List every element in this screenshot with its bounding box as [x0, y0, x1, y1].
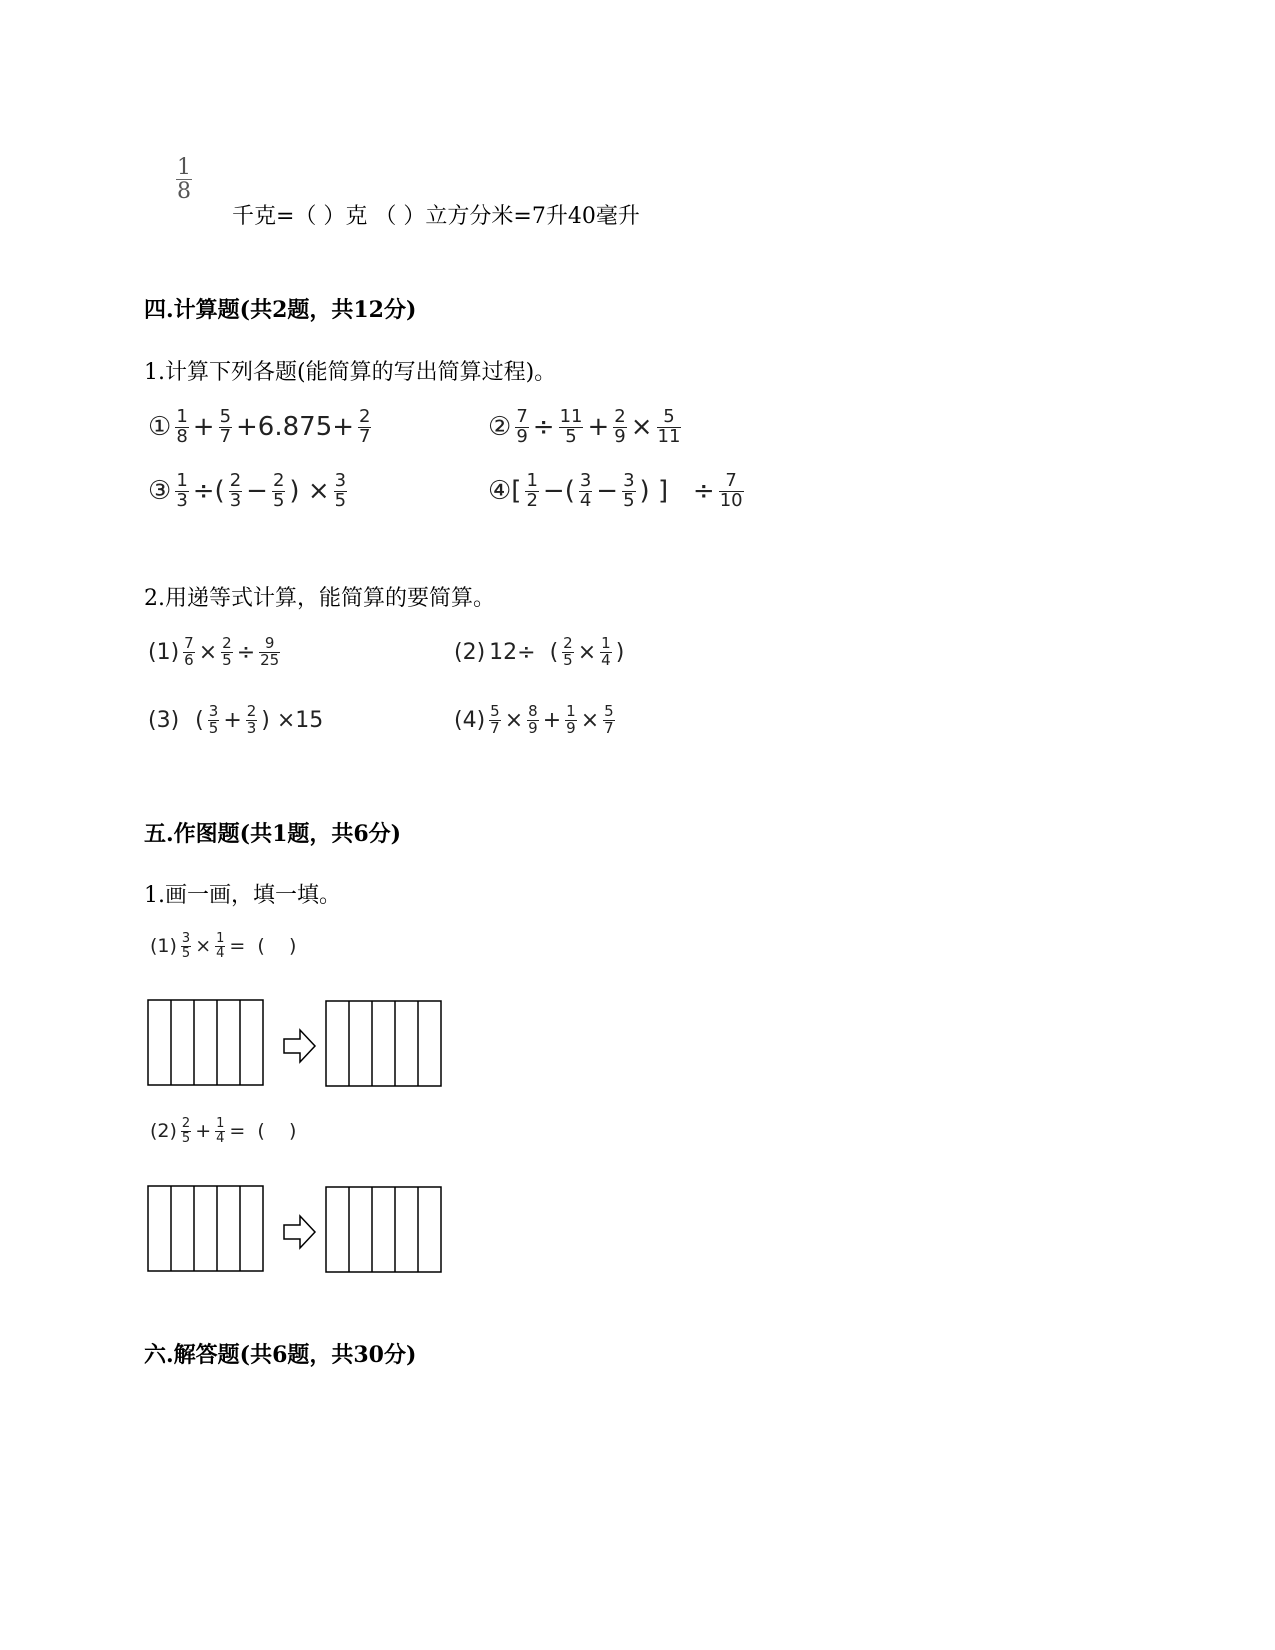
frac-num: 2 [246, 702, 257, 720]
frac-num: 3 [579, 470, 592, 491]
frac-den: 2 [526, 489, 538, 511]
frac-num: 1 [176, 406, 188, 427]
operator: × [198, 639, 218, 665]
step-expression-3 [146, 704, 325, 737]
grid-left-1 [148, 1000, 263, 1085]
operator: + [542, 707, 562, 733]
frac-den: 9 [614, 425, 626, 447]
fraction-denominator: 8 [177, 179, 191, 205]
expr-label: ④[ [488, 476, 522, 507]
step-expression-1 [146, 636, 282, 669]
expr-label: (2) [150, 1120, 177, 1143]
expr-label: (4) [454, 707, 486, 733]
frac-den: 4 [601, 650, 611, 669]
frac-num: 5 [490, 702, 500, 720]
drawing-problem-2 [148, 1117, 298, 1145]
frac-num: 7 [184, 634, 194, 652]
frac-num: 1 [601, 634, 611, 652]
frac-num: 2 [563, 634, 573, 652]
frac-num: 5 [663, 406, 675, 427]
operator: + [587, 412, 610, 443]
operator: +6.875+ [236, 412, 355, 443]
operator: ( [195, 707, 204, 733]
operator: −( [542, 476, 575, 507]
frac-num: 5 [219, 406, 232, 427]
frac-den: 5 [334, 489, 347, 511]
frac-den: 5 [563, 650, 573, 669]
frac-den: 5 [272, 489, 285, 511]
operator: ÷ [532, 412, 555, 443]
grid-right-1 [326, 1001, 441, 1086]
operator: + [223, 707, 242, 733]
frac-num: 2 [359, 406, 371, 427]
expr-label: (1) [150, 935, 177, 958]
frac-num: 3 [623, 470, 635, 491]
grid-left-2 [148, 1186, 263, 1271]
frac-num: 8 [528, 702, 538, 720]
section-4-heading: 四.计算题(共2题，共12分) [144, 297, 417, 323]
frac-den: 3 [229, 489, 242, 511]
frac-num: 1 [176, 470, 188, 491]
expr-label: (1) [148, 639, 180, 665]
frac-den: 4 [216, 1130, 225, 1146]
step-expression-2 [452, 636, 626, 669]
answer-blank: = ( ) [229, 935, 297, 958]
grid-right-2 [326, 1187, 441, 1272]
answer-blank: = ( ) [229, 1120, 297, 1143]
frac-num: 7 [516, 406, 528, 427]
expr-label: (3) [148, 707, 180, 733]
frac-num: 3 [181, 931, 191, 946]
frac-den: 10 [719, 489, 743, 511]
operator: 12÷ ( [489, 639, 559, 665]
section-6-heading: 六.解答题(共6题，共30分) [144, 1342, 417, 1368]
operator: × [195, 935, 212, 958]
operator: × [504, 707, 524, 733]
operator: ) × [289, 476, 330, 507]
frac-num: 2 [272, 470, 285, 491]
frac-num: 2 [181, 1116, 191, 1131]
operator: ÷ [236, 639, 256, 665]
frac-num: 7 [725, 470, 737, 491]
frac-num: 1 [216, 1116, 225, 1131]
question-4-1-text: 1.计算下列各题(能简算的写出简算过程)。 [144, 360, 557, 385]
frac-den: 3 [246, 718, 257, 737]
frac-den: 25 [260, 650, 280, 669]
frac-den: 9 [516, 425, 528, 447]
frac-den: 4 [579, 489, 592, 511]
frac-num: 2 [614, 406, 626, 427]
operator: + [192, 412, 215, 443]
expression-3 [146, 472, 349, 511]
question-4-2-text: 2.用递等式计算，能简算的要简算。 [144, 586, 495, 611]
frac-den: 5 [208, 718, 219, 737]
right-arrow-icon [284, 1216, 315, 1248]
frac-num: 5 [604, 702, 614, 720]
section-5-heading: 五.作图题(共1题，共6分) [144, 821, 402, 847]
expr-label: ② [488, 412, 512, 443]
expr-label: (2) [454, 639, 486, 665]
frac-num: 1 [216, 931, 225, 946]
frac-num: 1 [526, 470, 538, 491]
expression-1 [146, 408, 373, 447]
frac-num: 9 [264, 634, 275, 652]
operator: ÷( [192, 476, 225, 507]
frac-den: 11 [657, 425, 681, 447]
frac-num: 1 [566, 702, 576, 720]
right-arrow-icon [284, 1030, 315, 1062]
top-fraction [176, 156, 192, 203]
frac-den: 6 [184, 650, 194, 669]
frac-num: 2 [229, 470, 242, 491]
operator: ) [615, 639, 625, 665]
expression-2 [486, 408, 683, 447]
step-expression-4 [452, 704, 617, 737]
frac-den: 5 [565, 425, 577, 447]
operator: × [580, 707, 600, 733]
frac-den: 7 [359, 425, 371, 447]
frac-den: 5 [181, 945, 191, 961]
drawing-problem-1 [148, 932, 298, 960]
expr-label: ③ [148, 476, 172, 507]
frac-num: 3 [334, 470, 347, 491]
frac-den: 7 [490, 718, 500, 737]
frac-den: 7 [604, 718, 614, 737]
frac-num: 11 [559, 406, 583, 427]
operator: − [596, 476, 619, 507]
frac-den: 9 [566, 718, 576, 737]
frac-den: 7 [219, 425, 232, 447]
operator: + [195, 1120, 212, 1143]
operator: − [246, 476, 268, 507]
expression-4 [486, 472, 746, 511]
frac-den: 9 [528, 718, 538, 737]
frac-num: 2 [222, 634, 232, 652]
operator: × [577, 639, 597, 665]
frac-den: 5 [623, 489, 635, 511]
frac-den: 3 [176, 489, 188, 511]
frac-den: 8 [176, 425, 188, 447]
frac-den: 5 [222, 650, 232, 669]
frac-den: 5 [181, 1130, 191, 1146]
frac-den: 4 [216, 945, 225, 961]
question-5-1-text: 1.画一画，填一填。 [144, 883, 341, 908]
operator: ) ] ÷ [639, 476, 715, 507]
fraction-numerator: 1 [177, 155, 191, 180]
operator: × [630, 412, 653, 443]
unit-conversion-line: 千克=（ ）克 （ ）立方分米=7升40毫升 [232, 204, 640, 229]
operator: ) ×15 [261, 707, 324, 733]
expr-label: ① [148, 412, 172, 443]
frac-num: 3 [208, 702, 219, 720]
